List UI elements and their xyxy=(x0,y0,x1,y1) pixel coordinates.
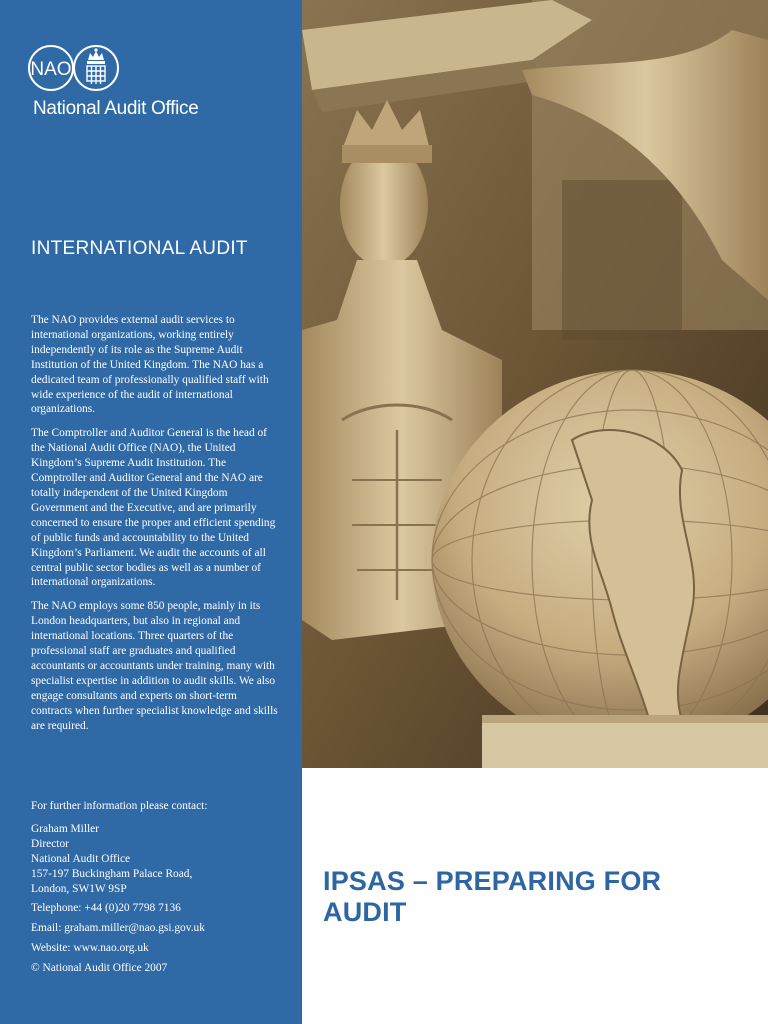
contact-address-line-1: 157-197 Buckingham Palace Road, xyxy=(31,867,193,880)
contact-email: Email: graham.miller@nao.gsi.gov.uk xyxy=(31,922,205,935)
contact-website: Website: www.nao.org.uk xyxy=(31,942,149,955)
nao-crest-logo-icon xyxy=(27,42,121,94)
contact-name: Graham Miller xyxy=(31,822,100,835)
contact-address-line-2: London, SW1W 9SP xyxy=(31,882,127,895)
paragraph: The NAO provides external audit services to international organizations, working entirely independently of its role as the Supreme Audit Institution of the United Kingdom. The NAO has a dedicated team of professionally qualified staff with wide experience of the audit of international organizations. xyxy=(31,314,269,416)
copyright-notice: © National Audit Office 2007 xyxy=(31,962,168,975)
nao-logo xyxy=(27,42,247,122)
cover-photo-statue-with-globe xyxy=(302,0,768,768)
section-heading: INTERNATIONAL AUDIT xyxy=(31,238,248,259)
contact-organisation: National Audit Office xyxy=(31,852,131,865)
paragraph: The NAO employs some 850 people, mainly in its London headquarters, but also in regional and international locations. Three quarters of the professional staff are graduates and qualified accountants or accountants under training, many with specialist expertise in addition to audit skills. We also engage consultants and experts on short-term contracts when further specialist knowledge and skills are required. xyxy=(31,600,278,732)
sidebar-panel xyxy=(0,0,302,1024)
contact-role: Director xyxy=(31,837,69,850)
contact-intro: For further information please contact: xyxy=(31,800,208,812)
title-line-2: AUDIT xyxy=(323,897,407,927)
office-name: National Audit Office xyxy=(33,98,199,119)
statue-globe-illustration xyxy=(302,0,768,768)
paragraph: The Comptroller and Auditor General is the head of the National Audit Office (NAO), the United Kingdom’s Supreme Audit Institution. The Comptroller and Auditor General and the NAO are totally independent of the United Kingdom Government and the Executive, and are primarily concerned to ensure the proper and efficient spending of public funds and accountability to the United Kingdom’s Parliament. We audit the accounts of all central public sector bodies as well as a number of international organizations. xyxy=(31,427,276,589)
contact-block xyxy=(31,799,281,976)
title-line-1: IPSAS – PREPARING FOR xyxy=(323,866,662,896)
document-title xyxy=(323,866,743,928)
body-text xyxy=(31,313,279,742)
contact-telephone: Telephone: +44 (0)20 7798 7136 xyxy=(31,902,181,915)
logo-abbrev: NAO xyxy=(30,59,72,80)
